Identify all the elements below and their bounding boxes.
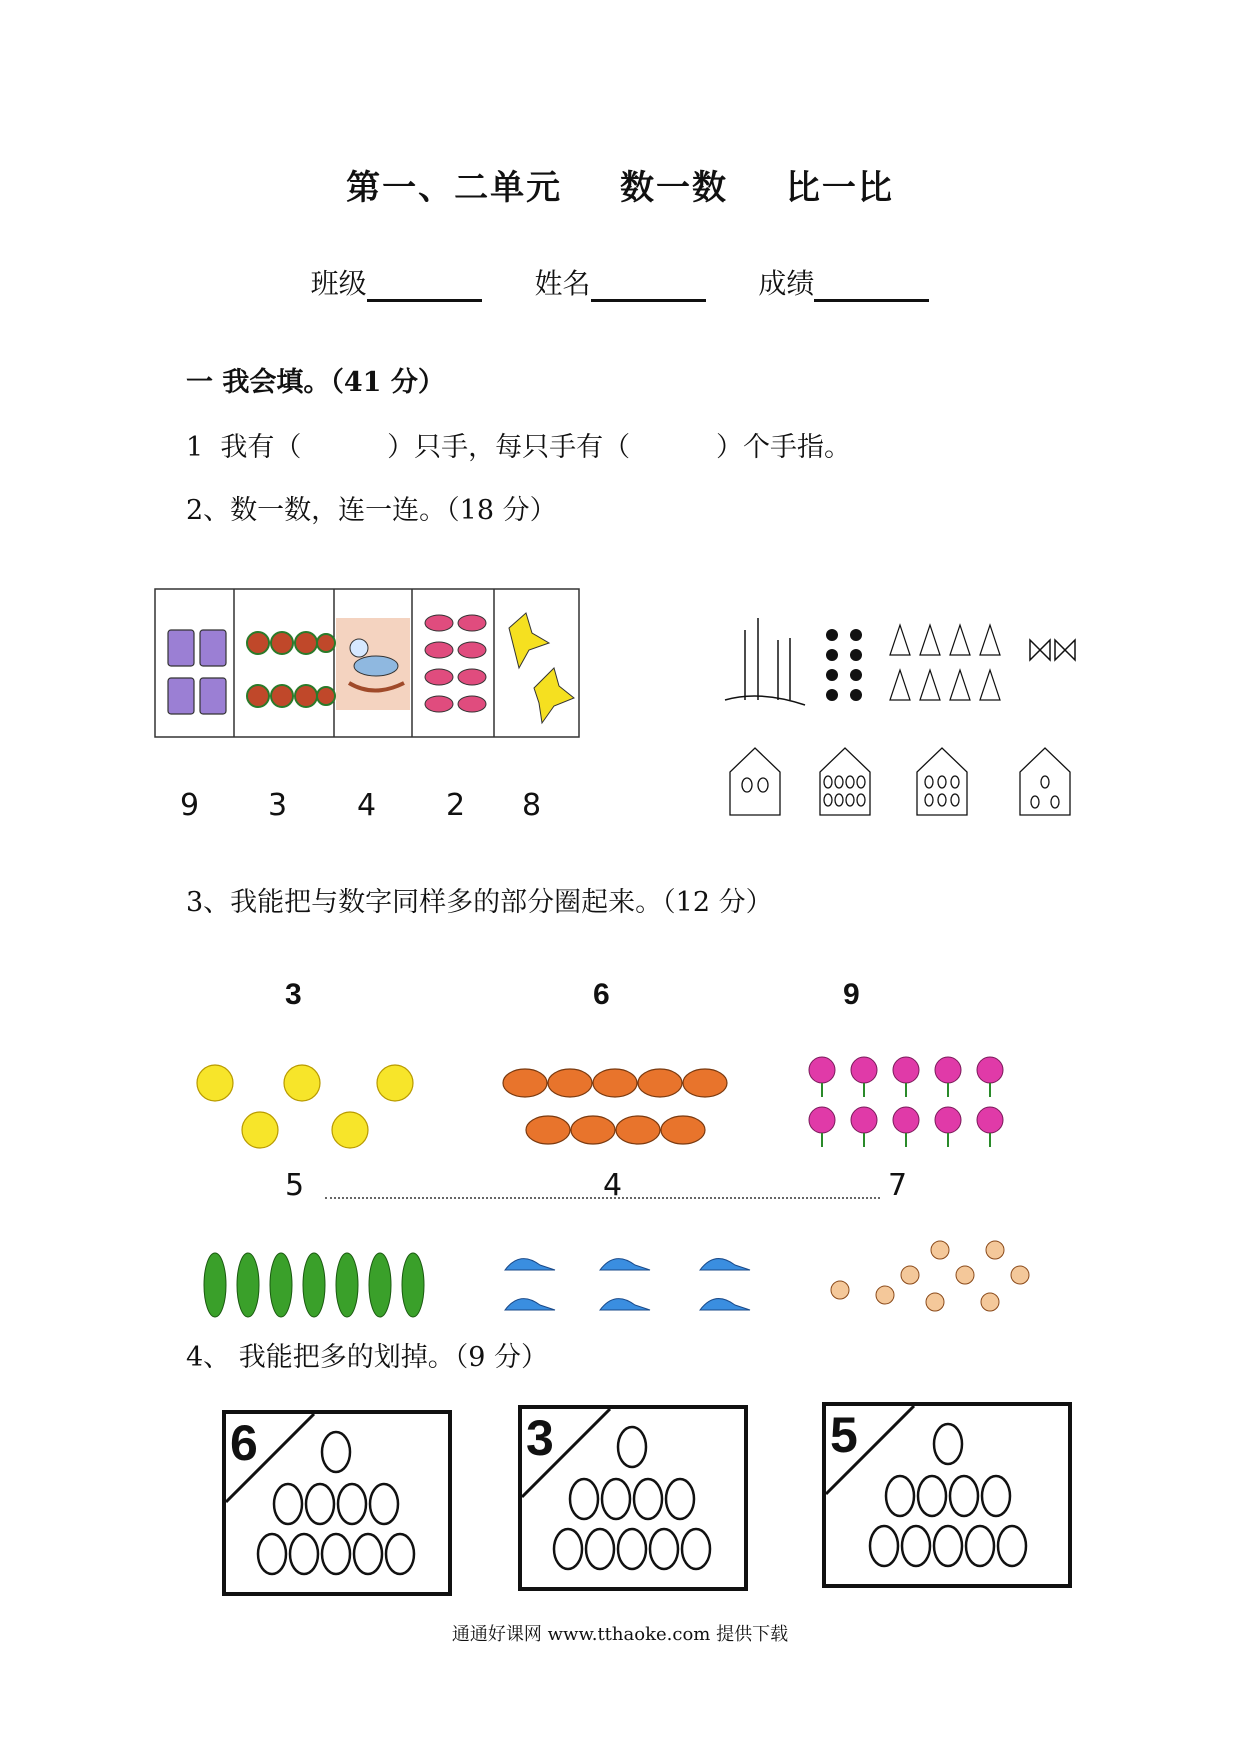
child-face-icon[interactable] <box>831 1241 1029 1311</box>
house-icon[interactable] <box>917 748 967 815</box>
house-icon[interactable] <box>1020 748 1070 815</box>
q2-number[interactable]: 4 <box>357 788 377 823</box>
q4-number: 6 <box>230 1415 258 1471</box>
q3-row-2 <box>195 1240 1055 1330</box>
q4-number: 5 <box>830 1407 858 1463</box>
section-heading: 一 我会填。（41 分） <box>186 367 445 398</box>
mushroom-icon[interactable] <box>503 1069 727 1144</box>
q3-number: 7 <box>888 1168 908 1203</box>
score-field: 成绩 <box>758 262 929 302</box>
q3-number: 5 <box>285 1168 305 1203</box>
q4-box-1[interactable] <box>222 1410 452 1596</box>
q4-number: 3 <box>526 1410 554 1466</box>
q2-line-drawings <box>720 610 1080 710</box>
q2-houses <box>725 740 1085 820</box>
question-1: 1 我有（ ）只手，每只手有（ ）个手指。 <box>186 432 851 463</box>
house-icon[interactable] <box>820 748 870 815</box>
q4-box-3[interactable] <box>822 1402 1072 1588</box>
q3-number: 4 <box>603 1168 623 1203</box>
flower-stem-icon <box>725 618 805 705</box>
student-info <box>0 262 1240 302</box>
q4-ovals-2 <box>522 1409 744 1587</box>
chick-icon[interactable] <box>197 1065 413 1148</box>
q2-number[interactable]: 9 <box>180 788 200 823</box>
sailboat-icon <box>890 625 1000 700</box>
class-blank[interactable] <box>367 271 482 302</box>
question-2: 2、数一数，连一连。（18 分） <box>186 495 557 526</box>
title-part-1: 第一、二单元 <box>346 168 563 208</box>
house-icon[interactable] <box>730 748 780 815</box>
class-field: 班级 <box>311 262 482 302</box>
q3-number: 6 <box>593 978 610 1011</box>
title-part-3: 比一比 <box>785 168 894 208</box>
page-title <box>0 160 1240 209</box>
name-blank[interactable] <box>591 271 706 302</box>
dotted-separator <box>325 1197 880 1199</box>
q3-row-1 <box>190 1055 1040 1165</box>
q2-number[interactable]: 8 <box>522 788 542 823</box>
score-blank[interactable] <box>814 271 929 302</box>
q3-number: 9 <box>843 978 860 1011</box>
rocking-horse-icon <box>336 618 410 710</box>
cap-icon[interactable] <box>505 1259 750 1310</box>
q4-box-2[interactable] <box>518 1405 748 1591</box>
name-field: 姓名 <box>534 262 705 302</box>
q4-ovals-1 <box>226 1414 448 1592</box>
footer-text: 通通好课网 www.tthaoke.com 提供下载 <box>451 1624 789 1645</box>
cucumber-icon[interactable] <box>204 1253 424 1317</box>
question-4: 4、 我能把多的划掉。（9 分） <box>186 1342 549 1373</box>
q4-ovals-3 <box>826 1406 1068 1584</box>
bee-icon <box>826 629 862 701</box>
q2-number[interactable]: 3 <box>268 788 288 823</box>
title-part-2: 数一数 <box>620 168 728 208</box>
q2-picture-strip <box>154 588 580 738</box>
q2-number[interactable]: 2 <box>446 788 466 823</box>
butterfly-icon <box>1030 640 1075 660</box>
q3-number: 3 <box>285 978 302 1011</box>
question-3: 3、我能把与数字同样多的部分圈起来。（12 分） <box>186 887 773 918</box>
